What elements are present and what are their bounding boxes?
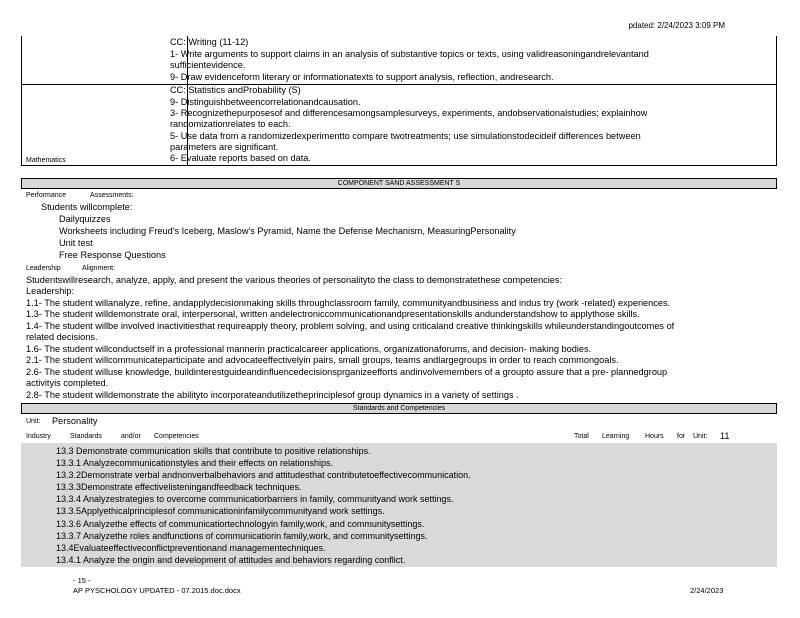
standard-text: 13.3.3Demonstrate effectivelisteningandfeedback techniques. <box>56 482 302 492</box>
cc-writing-line: 9- Draw evidenceform literary or informationatexts to support analysis, reflection, andresearch. <box>170 72 554 82</box>
row-divider <box>22 84 776 85</box>
standard-item <box>42 505 385 517</box>
assessment-item <box>45 214 111 226</box>
students-complete <box>27 202 132 214</box>
unit-label: Unit: <box>26 418 41 425</box>
standard-item <box>42 481 302 493</box>
standard-item <box>42 493 454 505</box>
standards-band: Standards and Competencies <box>21 403 777 414</box>
assessment-item <box>45 226 516 238</box>
cc-writing-line: CC: Writing (11-12) <box>170 37 249 47</box>
standard-text: 13.4Evaluateeffectiveconflictpreventionand managementechniques. <box>56 543 326 553</box>
document-name: AP PYSCHOLOGY UPDATED - 07.2015.doc.docx <box>73 586 241 595</box>
competency-line: 1.4- The student willbe involved inactivitiesthat requireapply theory, problem solving, and using criticaland creative thinkingskills whileunderstandingoutcomes of <box>26 321 675 331</box>
standard-text: 13.3.2Demonstrate verbal andnonverbalbehaviors and attitudesthat contributetoeffectivecommunication. <box>56 470 471 480</box>
total-label: Total <box>574 433 589 440</box>
components-band: COMPONENT SAND ASSESSMENT S <box>21 178 777 189</box>
competencies-label: Competencies <box>154 433 199 440</box>
competency-line: 1.3- The student willdemonstrate oral, interpersonal, written andelectroniccommunicationandpresentationskills andunderstandshow to applythose skills. <box>26 309 640 319</box>
competency-line: 1.6- The student willconductself in a professional mannerin practicalcareer applications, organizationaforums, and decision- making bodies. <box>26 344 592 354</box>
standard-text: 13.3.1 Analyzecommunicationstyles and their effects on relationships. <box>56 458 333 468</box>
standard-item <box>42 530 428 542</box>
cc-writing-line: sufficientevidence. <box>170 60 246 70</box>
industry-label: Industry <box>26 433 51 440</box>
cc-math-line: 6- Evaluate reports based on data. <box>170 153 311 163</box>
updated-timestamp: pdated: 2/24/2023 3:09 PM <box>628 21 725 30</box>
competency-line: activityis completed. <box>26 378 109 388</box>
assessment-item-text: Worksheets including Freud's Iceberg, Maslow's Pyramid, Name the Defense Mechanism, MeasuringPersonality <box>59 226 516 236</box>
cc-math-line: randomizationrelates to each. <box>170 119 291 129</box>
assessments-label: Assessments: <box>90 192 134 199</box>
standard-item <box>42 554 405 566</box>
cc-math-line: CC: Statistics andProbability (S) <box>170 85 301 95</box>
learning-label: Learning <box>602 433 630 440</box>
competency-line: 1.1- The student willanalyze, refine, andapplydecisionmaking skills throughclassroom family, communityandbusiness and indus try (work -related) experiences. <box>26 298 671 308</box>
standard-item <box>42 445 371 457</box>
hours-label: Hours <box>645 433 664 440</box>
competency-line: 2.6- The student willuse knowledge, buildinterestguideandinfluencedecisionsprganizeefforts andinvolvemembers of a groupto assure that a pre- plannedgroup <box>26 367 668 377</box>
assessment-item <box>45 238 93 250</box>
cc-math-line: 5- Use data from a randomizedexperimentto compare twotreatments; use simulationstodecideif differences between <box>170 131 641 141</box>
standard-text: 13.4.1 Analyze the origin and development of attitudes and behaviors regarding conflict. <box>56 555 406 565</box>
competency-line: 2.8- The student willdemonstrate the abilityto incorporateandutilizetheprinciplesof group dynamics in a variety of settings . <box>26 390 519 400</box>
leadership-label: Leadership <box>26 265 61 272</box>
subject-mathematics: Mathematics <box>26 157 66 164</box>
unit-name: Personality <box>52 416 98 426</box>
cc-math-line: 3- Recognizethepurposesof and differencesamongsamplesurveys, experiments, andobservationalstudies; explainhow <box>170 108 648 118</box>
cc-writing-line: 1- Write arguments to support claims in an analysis of substantive topics or texts, using validreasoningandrelevantand <box>170 49 649 59</box>
standard-item <box>42 542 326 554</box>
standard-item <box>42 457 333 469</box>
leadership-heading: Leadership: <box>26 286 75 296</box>
assessment-item-text: Unit test <box>59 238 93 248</box>
page-number: - 15 - <box>73 576 91 585</box>
assessment-item-text: Free Response Questions <box>59 250 166 260</box>
unit-colon-label: Unit: <box>693 433 708 440</box>
standard-text: 13.3.5Applyethicalprinciplesof communicationinfamilycommunityand work settings. <box>56 506 385 516</box>
cc-math-line: 9- Distinguishbetweencorrelationandcausation. <box>170 97 361 107</box>
assessment-item-text: Dailyquizzes <box>59 214 111 224</box>
for-label: for <box>677 433 686 440</box>
standard-item <box>42 518 424 530</box>
standards-label: Standards <box>70 433 102 440</box>
competency-line: 2.1- The student willcommunicateparticipate and advocateeffectivelyin pairs, small groups, teams andlargegroups in order to reach commongoals. <box>26 355 619 365</box>
footer-date: 2/24/2023 <box>690 586 724 595</box>
andor-label: and/or <box>121 433 141 440</box>
standard-item <box>42 469 471 481</box>
students-complete-text: Students willcomplete: <box>41 202 133 212</box>
competency-line: related decisions. <box>26 332 98 342</box>
standard-text: 13.3.4 Analyzestrategies to overcome communicatiorbarriers in family, communityand work settings. <box>56 494 454 504</box>
standard-text: 13.3 Demonstrate communication skills that contribute to positive relationships. <box>56 446 371 456</box>
hours-value: 11 <box>720 431 730 441</box>
assessment-item <box>45 250 166 262</box>
cc-math-line: parameters are significant. <box>170 142 279 152</box>
performance-label: Performance <box>26 192 67 199</box>
standard-text: 13.3.7 Analyzethe roles andfunctions of communicatiorin family,work, and communitysettings. <box>56 531 428 541</box>
alignment-label: Alignment: <box>82 265 116 272</box>
leadership-intro: Studentswillresearch, analyze, apply, and present the various theories of personalityto the class to demonstratethese competencies: <box>26 275 563 285</box>
standard-text: 13.3.6 Analyzethe effects of communicatiortechnologyin family,work, and communitysettings. <box>56 519 425 529</box>
